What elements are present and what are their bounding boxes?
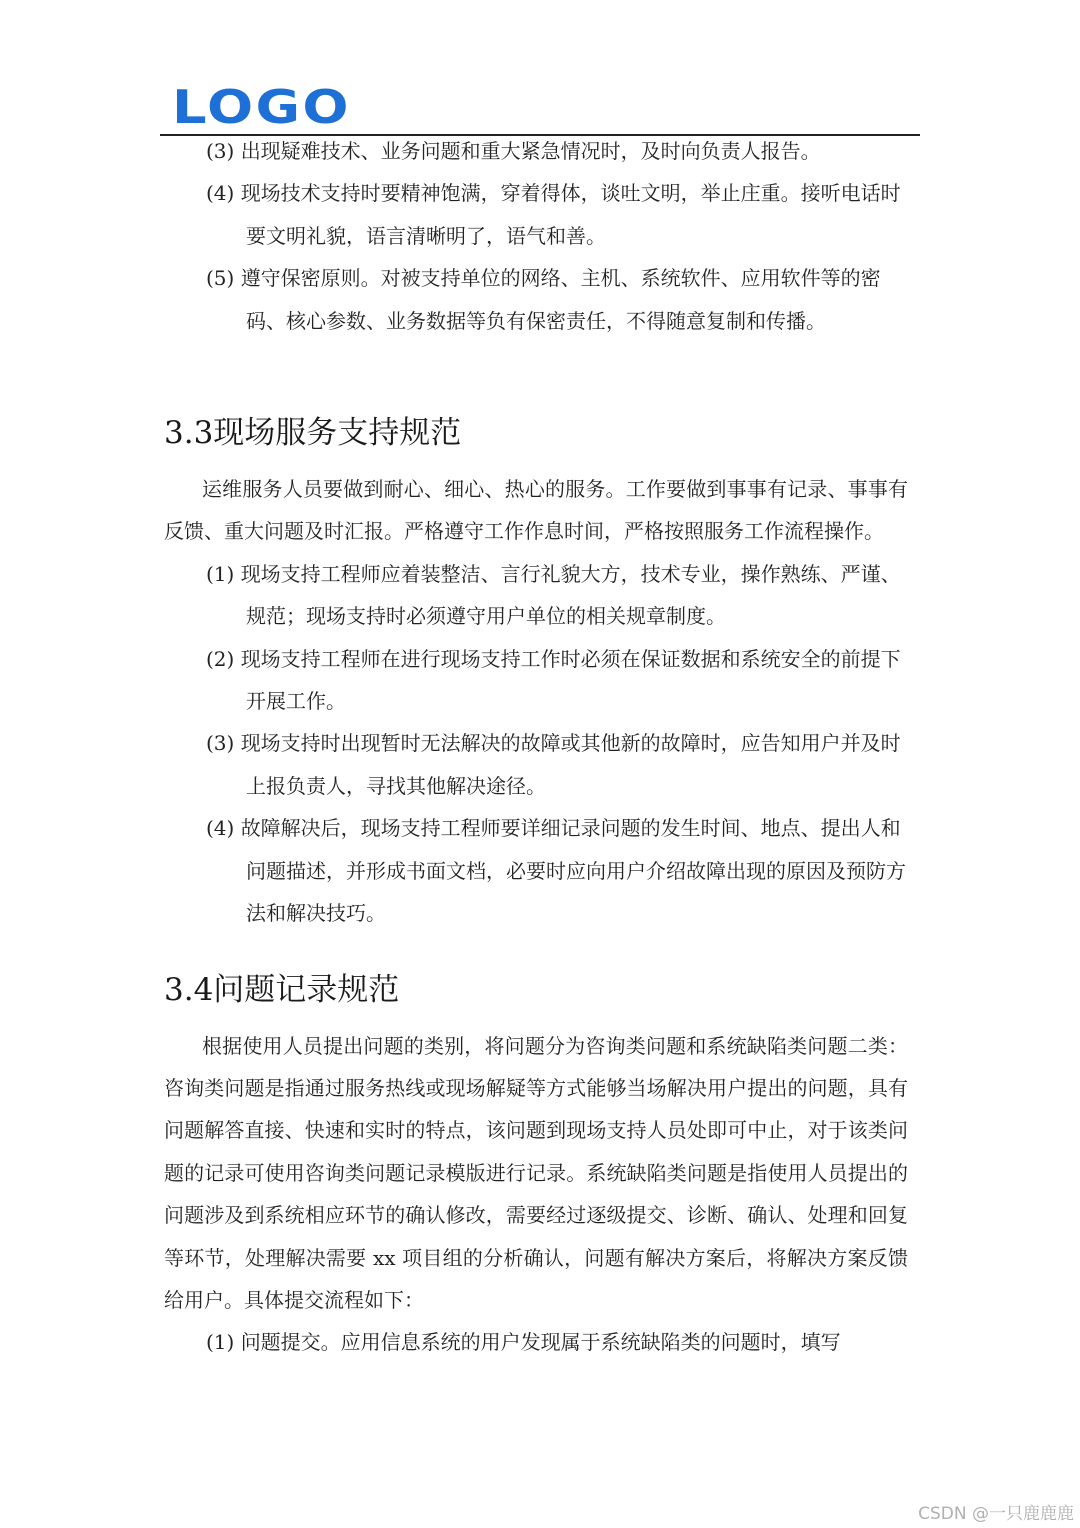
section-heading: 3.3现场服务支持规范: [164, 415, 462, 452]
list-item: (3) 现场支持时出现暂时无法解决的故障或其他新的故障时，应告知用户并及时上报负责人，寻找其他解决途径。: [206, 731, 901, 798]
list-item: (5) 遵守保密原则。对被支持单位的网络、主机、系统软件、应用软件等的密码、核心参数、业务数据等负有保密责任，不得随意复制和传播。: [206, 266, 881, 333]
list-item: (2) 现场支持工程师在进行现场支持工作时必须在保证数据和系统安全的前提下开展工作。: [206, 646, 901, 714]
list-item: (4) 故障解决后，现场支持工程师要详细记录问题的发生时间、地点、提出人和问题描述，并形成书面文档，必要时应向用户介绍故障出现的原因及预防方法和解决技巧。: [206, 816, 906, 926]
logo: LOGO: [172, 80, 351, 134]
watermark: CSDN @一只鹿鹿鹿: [918, 1504, 1074, 1524]
list-item: (1) 问题提交。应用信息系统的用户发现属于系统缺陷类的问题时，填写: [206, 1330, 841, 1355]
list-item: (4) 现场技术支持时要精神饱满，穿着得体，谈吐文明，举止庄重。接听电话时要文明礼貌，语言清晰明了，语气和善。: [206, 181, 901, 248]
list-item: (3) 出现疑难技术、业务问题和重大紧急情况时，及时向负责人报告。: [206, 139, 821, 163]
paragraph: 运维服务人员要做到耐心、细心、热心的服务。工作要做到事事有记录、事事有反馈、重大问题及时汇报。严格遵守工作作息时间，严格按照服务工作流程操作。: [164, 477, 908, 544]
section-heading: 3.4问题记录规范: [164, 971, 400, 1008]
paragraph: 根据使用人员提出问题的类别，将问题分为咨询类问题和系统缺陷类问题二类：咨询类问题是指通过服务热线或现场解疑等方式能够当场解决用户提出的问题，具有问题解答直接、快速和实时的特点，该问题到现场支持人员处即可中止，对于该类问题的记录可使用咨询类问题记录模版进行记录。系统缺陷类问题是指使用人员提出的问题涉及到系统相应环节的确认修改，需要经过逐级提交、诊断、确认、处理和回复等环节，处理解决需要 xx 项目组的分析确认，问题有解决方案后，将解决方案反馈给用户。具体提交流程如下：: [164, 1033, 908, 1312]
document-body: [164, 130, 908, 1364]
list-item: (1) 现场支持工程师应着装整洁、言行礼貌大方，技术专业，操作熟练、严谨、规范；现场支持时必须遵守用户单位的相关规章制度。: [206, 561, 901, 629]
